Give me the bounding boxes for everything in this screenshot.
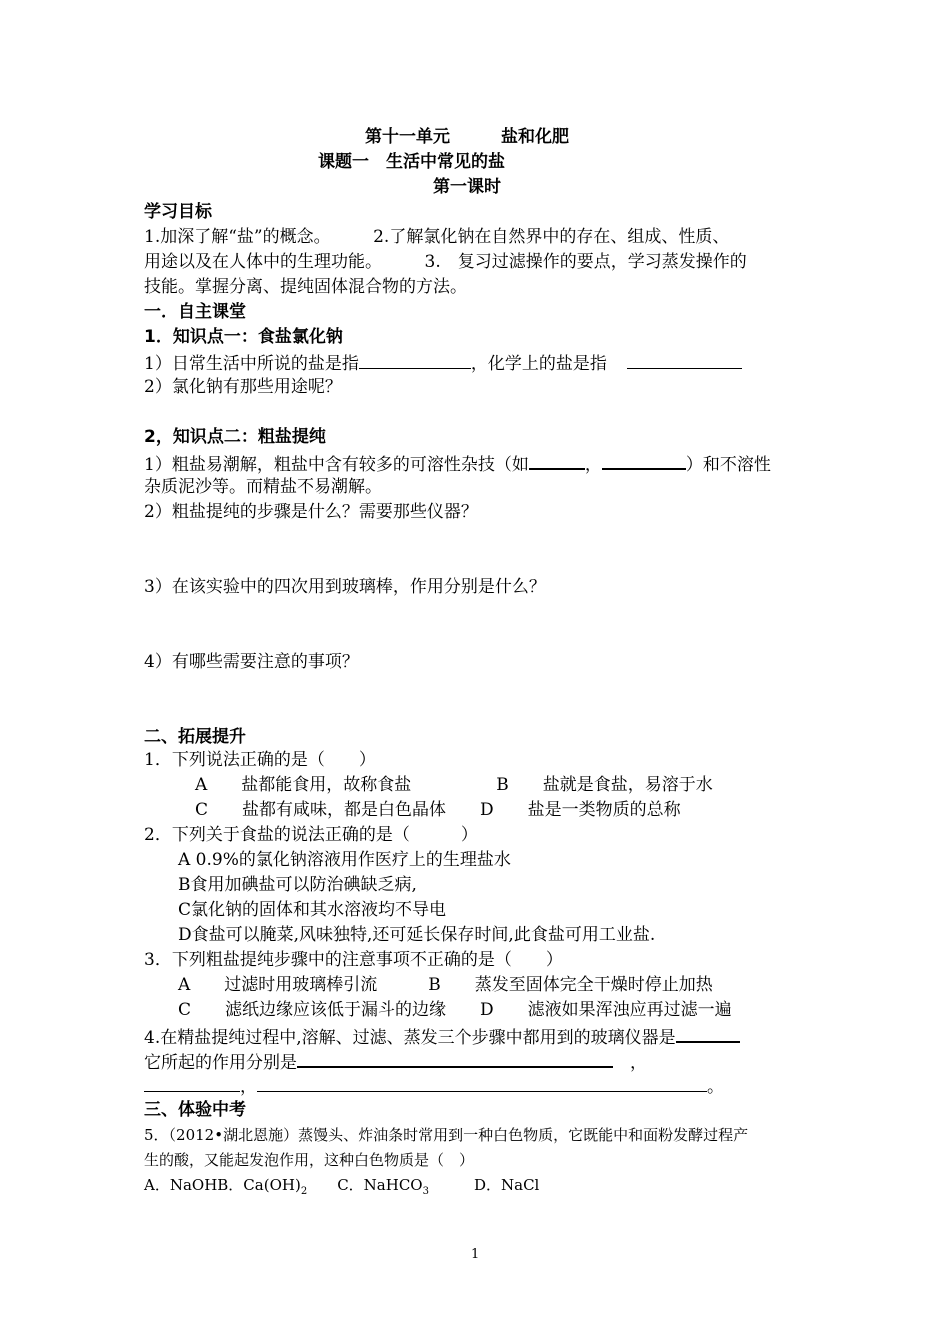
q3-stem: 3．下列粗盐提纯步骤中的注意事项不正确的是（ ） — [144, 950, 563, 970]
kp1-q1-text-a: 1）日常生活中所说的盐是指 — [144, 354, 359, 374]
unit-title: 第十一单元 盐和化肥 — [365, 127, 569, 147]
q5-option-ab: A．NaOHB．Ca(OH) — [144, 1176, 301, 1194]
q4-text-1: 4.在精盐提纯过程中,溶解、过滤、蒸发三个步骤中都用到的玻璃仪器是 — [144, 1028, 676, 1048]
answer-blank[interactable] — [359, 352, 471, 369]
q5-options — [144, 1175, 539, 1202]
kp2-question-1-cont: 杂质泥沙等。而精盐不易潮解。 — [144, 477, 382, 497]
q2-stem: 2．下列关于食盐的说法正确的是（ ） — [144, 825, 478, 845]
q4-text-2: 它所起的作用分别是 — [144, 1053, 297, 1073]
q1-options-ab: A 盐都能食用，故称食盐 B 盐就是食盐，易溶于水 — [144, 775, 713, 795]
kp2-question-1 — [144, 452, 771, 475]
kp1-question-2: 2）氯化钠有那些用途呢？ — [144, 377, 342, 397]
q5-option-d: D．NaCl — [428, 1176, 540, 1194]
goals-line-1: 1.加深了解“盐”的概念。 2.了解氯化钠在自然界中的存在、组成、性质、 — [144, 227, 730, 247]
kp2-question-2: 2）粗盐提纯的步骤是什么？需要那些仪器？ — [144, 502, 478, 522]
page-number: 1 — [471, 1247, 480, 1262]
q5-option-c: C．NaHCO — [307, 1176, 423, 1194]
kp1-heading: 1．知识点一：食盐氯化钠 — [144, 327, 343, 347]
q4-text-3-end: 。 — [707, 1077, 724, 1097]
goals-line-3: 技能。掌握分离、提纯固体混合物的方法。 — [144, 277, 467, 297]
answer-blank[interactable] — [144, 1075, 240, 1092]
answer-blank[interactable] — [602, 452, 686, 470]
q2-option-d: D食盐可以腌菜,风味独特,还可延长保存时间,此食盐可用工业盐. — [144, 925, 656, 945]
kp2-q1-text-c: ）和不溶性 — [685, 455, 771, 475]
q3-options-ab: A 过滤时用玻璃棒引流 B 蒸发至固体完全干燥时停止加热 — [144, 975, 713, 995]
section2-heading: 二、拓展提升 — [144, 727, 246, 747]
kp1-q1-text-b: ，化学上的盐是指 — [470, 354, 607, 374]
kp1-question-1 — [144, 352, 742, 374]
goals-line-2: 用途以及在人体中的生理功能。 3. 复习过滤操作的要点，学习蒸发操作的 — [144, 252, 747, 272]
kp2-q1-text-a: 1）粗盐易潮解，粗盐中含有较多的可溶性杂技（如 — [144, 455, 529, 475]
q4-line-3 — [144, 1075, 724, 1097]
kp2-question-3: 3）在该实验中的四次用到玻璃棒，作用分别是什么？ — [144, 577, 546, 597]
q2-option-b: B食用加碘盐可以防治碘缺乏病, — [144, 875, 417, 895]
section3-heading: 三、体验中考 — [144, 1100, 246, 1120]
q2-option-a: A 0.9%的氯化钠溶液用作医疗上的生理盐水 — [144, 850, 511, 870]
q2-option-c: C氯化钠的固体和其水溶液均不导电 — [144, 900, 447, 920]
q3-options-cd: C 滤纸边缘应该低于漏斗的边缘 D 滤液如果浑浊应再过滤一遍 — [144, 1000, 732, 1020]
period-title: 第一课时 — [433, 177, 501, 197]
q4-line-1 — [144, 1025, 740, 1048]
answer-blank[interactable] — [297, 1050, 613, 1068]
answer-blank[interactable] — [676, 1025, 740, 1043]
kp2-heading: 2，知识点二：粗盐提纯 — [144, 427, 326, 447]
q5-sub-a: 2 — [300, 1186, 308, 1197]
q1-options-cd: C 盐都有咸味，都是白色晶体 D 盐是一类物质的总称 — [144, 800, 681, 820]
lesson-title: 课题一 生活中常见的盐 — [318, 152, 505, 172]
answer-blank[interactable] — [529, 452, 585, 470]
answer-blank[interactable] — [627, 352, 742, 369]
q5-sub-c: 3 — [422, 1186, 429, 1197]
q5-line-2: 生的酸，又能起发泡作用，这种白色物质是（ ） — [144, 1151, 475, 1169]
kp2-q1-text-b: ， — [584, 455, 602, 475]
q4-text-2-end: ， — [613, 1053, 647, 1073]
kp2-question-4: 4）有哪些需要注意的事项？ — [144, 652, 359, 672]
answer-blank[interactable] — [257, 1075, 707, 1092]
q5-line-1: 5．（2012•湖北恩施）蒸馒头、炸油条时常用到一种白色物质，它既能中和面粉发酵过程产 — [144, 1126, 749, 1144]
q4-text-3-mid: ， — [240, 1077, 257, 1097]
q1-stem: 1．下列说法正确的是（ ） — [144, 750, 376, 770]
section1-heading: 一．自主课堂 — [144, 302, 246, 322]
goals-heading: 学习目标 — [144, 202, 212, 222]
q4-line-2 — [144, 1050, 647, 1073]
